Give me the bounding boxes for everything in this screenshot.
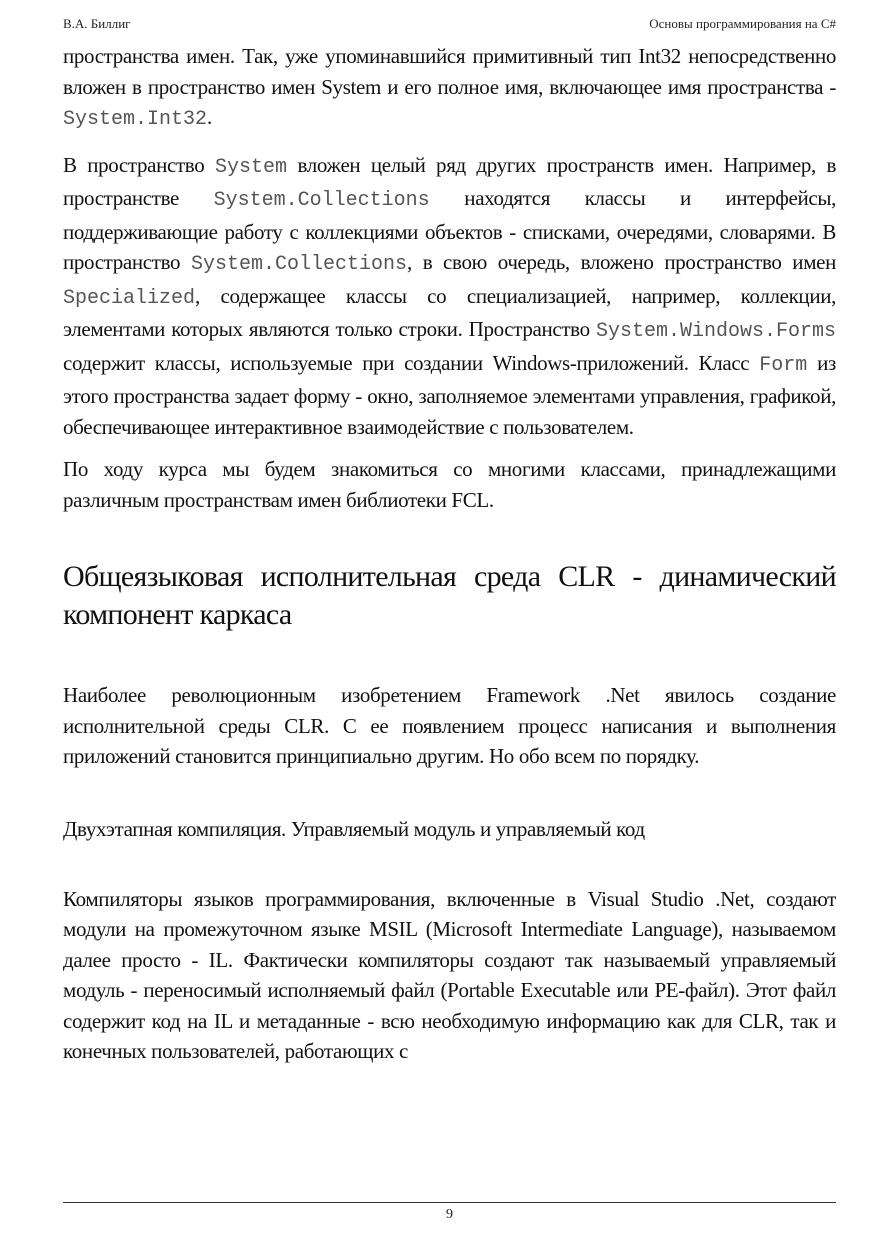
paragraph-text: В пространство [63, 152, 215, 177]
paragraph-namespace-int32 [63, 41, 836, 136]
paragraph-text: , в свою очередь, вложено пространство имен [407, 250, 836, 274]
paragraph-text: содержит классы, используемые при создании Windows-приложений. Класс [63, 350, 760, 375]
paragraph-framework-net: Наиболее революционным изобретением Framework .Net явилось создание исполнительной среды CLR. С ее появлением процесс написания и выполнения приложений становится принципиально другим. Но обо всем по порядку. [63, 683, 836, 768]
code-inline: System.Windows.Forms [595, 320, 836, 343]
code-inline: System.Int32 [63, 108, 208, 131]
paragraph-text: пространства имен. Так, уже упоминавшийся примитивный тип Int32 непосредственно вложен в пространство имен System и его полное имя, включающее имя пространства - [63, 44, 836, 99]
page-body [63, 41, 836, 1067]
code-inline: Specialized [63, 286, 196, 310]
paragraph-text: из этого пространства задает форму - окно, заполняемое элементами управления, графикой, обеспечивающее интерактивное взаимодействие с пользователем. [63, 350, 836, 439]
paragraph-text: . [207, 105, 212, 129]
footer-divider [63, 1202, 836, 1203]
paragraph-system-namespaces [63, 150, 836, 443]
code-inline: System.Collections [190, 253, 407, 276]
section-heading-clr: Общеязыковая исполнительная среда CLR - динамический компонент каркаса [63, 560, 836, 631]
header-author: В.А. Биллиг [63, 16, 131, 31]
header-book-title: Основы программирования на C# [649, 16, 836, 31]
paragraph-text: , содержащее классы со специализацией, например, коллекции, элементами которых являются только строки. Пространство [63, 283, 836, 341]
subsection-heading-compilation: Двухэтапная компиляция. Управляемый модуль и управляемый код [63, 816, 645, 841]
page-number: 9 [446, 1207, 453, 1222]
paragraph-compilers-msil: Компиляторы языков программирования, включенные в Visual Studio .Net, создают модули на промежуточном языке MSIL (Microsoft Intermediate Language), называемом далее просто - IL. Фактически компиляторы создают так называемый управляемый модуль - переносимый исполняемый файл (Portable Executable или PE-файл). Этот файл содержит код на IL и метаданные - всю необходимую информацию как для CLR, так и конечных пользователей, работающих с [63, 886, 836, 1063]
paragraph-course-classes: По ходу курса мы будем знакомиться со многими классами, принадлежащими различным пространствам имен библиотеки FCL. [63, 457, 836, 512]
paragraph-text: находятся классы и интерфейсы, поддерживающие работу с коллекциями объектов - списками, очередями, словарями. В пространство [63, 186, 836, 274]
code-inline: System.Collections [213, 189, 430, 212]
code-inline: Form [759, 353, 808, 377]
paragraph-text: вложен целый ряд других пространств имен. Например, в пространстве [63, 152, 837, 210]
code-inline: System [214, 155, 287, 179]
